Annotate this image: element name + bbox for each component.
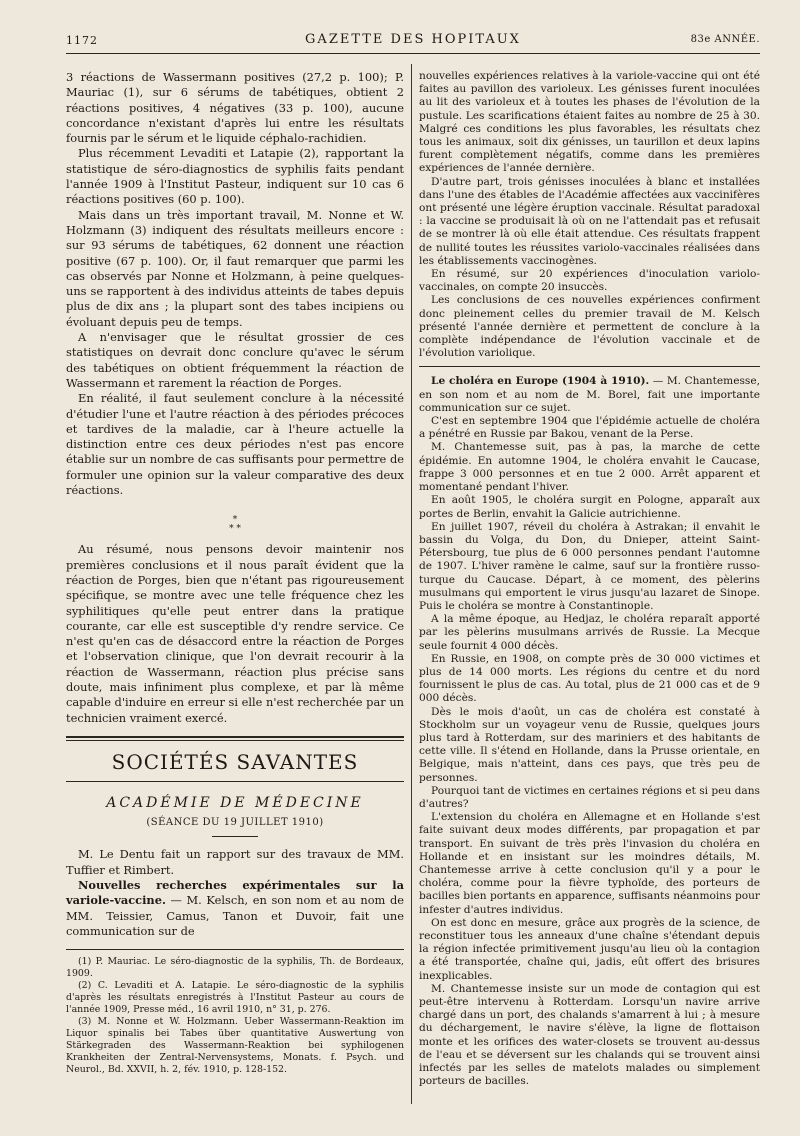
seance-date: (SÉANCE DU 19 JUILLET 1910) [146,817,324,829]
asterism [66,516,404,534]
section-rule [66,736,404,741]
journal-title: GAZETTE DES HOPITAUX [305,32,521,47]
paragraph: Pourquoi tant de victimes en certaines régions et si peu dans d'autres? [419,784,760,810]
paragraph: M. Chantemesse suit, pas à pas, la marche de cette épidémie. En automne 1904, le choléra envahit le Caucase, frappe 3 000 personnes et en tue 2 000. Arrêt apparent et momentané pendant l'hiver. [419,441,760,494]
asterism-bottom: * * [229,524,241,535]
paragraph: En juillet 1907, réveil du choléra à Astrakan; il envahit le bassin du Volga, du Don, du Dnieper, atteint Saint-Pétersbourg, tue plus de 6 000 personnes pendant l'automne de 1907. L'hiver ramène le calme, sauf sur la frontière russo-turque du Caucase. Départ, à ce moment, des pèlerins musulmans qui emportent le virus jusqu'au lazaret de Sinope. Puis le choléra se montre à Constantinople. [419,520,760,612]
article-rule [419,366,760,367]
article-text: — M. Chantemesse, en son nom et au nom de M. Borel, fait une importante communication sur ce sujet. [419,375,760,414]
header-rule [66,53,760,54]
paragraph: M. Le Dentu fait un rapport sur des travaux de MM. Tuffier et Rimbert. [66,847,404,877]
paragraph: M. Chantemesse insiste sur un mode de contagion qui est peut-être intervenu à Rotterdam. Lorsqu'un navire arrive chargé dans un port, des chalands s'amarrent à lui ; à mesure du déchargement, le navire s'élève, la ligne de flottaison monte et les orifices des water-closets se trouvent au-dessus de l'eau et se déversent sur les chalands qui se trouvent ainsi infectés par les selles de matelots malades ou simplement porteurs de bacilles. [419,982,760,1088]
paragraph [66,878,404,939]
paragraph [419,375,760,415]
section-title: SOCIÉTÉS SAVANTES [111,749,359,774]
short-rule [212,836,258,837]
paragraph: En août 1905, le choléra surgit en Pologne, apparaît aux portes de Berlin, envahit la Galicie autrichienne. [419,494,760,520]
paragraph: L'extension du choléra en Allemagne et en Hollande s'est faite suivant deux modes différents, par propagation et par transport. En suivant de très près l'invasion du choléra en Hollande et en insistant sur les moindres détails, M. Chantemesse arrive à cette conclusion qu'il y a pour le choléra, comme pour la fièvre typhoïde, des porteurs de bacilles bien portants en apparence, suffisants néanmoins pour infester d'autres individus. [419,811,760,916]
paragraph: Plus récemment Levaditi et Latapie (2), rapportant la statistique de séro-diagnostics de syphilis faits pendant l'année 1909 à l'Institut Pasteur, indiquent sur 10 cas 6 réactions positives (60 p. 100). [66,146,404,207]
section-subrule [66,781,404,782]
paragraph: En réalité, il faut seulement conclure à la nécessité d'étudier l'une et l'autre réaction à des périodes précoces et tardives de la maladie, car à l'heure actuelle la distinction entre ces deux périodes n'est pas encore établie sur un nombre de cas suffisants pour permettre de formuler une opinion sur la valeur comparative des deux réactions. [66,391,404,498]
footnote: (1) P. Mauriac. Le séro-diagnostic de la syphilis, Th. de Bordeaux, 1909. [66,956,404,980]
paragraph: A la même époque, au Hedjaz, le choléra reparaît apporté par les pèlerins musulmans arrivés de Russie. La Mecque seule fournit 4 000 décès. [419,613,760,652]
paragraph: On est donc en mesure, grâce aux progrès de la science, de reconstituer tous les anneaux d'une chaîne s'étendant depuis la région infectée primitivement jusqu'au lieu où la contagion a été transportée, chaîne qui, jadis, eût offert des brisures inexplicables. [419,916,760,982]
paragraph: Les conclusions de ces nouvelles expériences confirment donc pleinement celles du premier travail de M. Kelsch présenté l'année dernière et permettent de conclure à la complète indépendance de l'évolution vaccinale et de l'évolution variolique. [419,294,760,360]
paragraph: 3 réactions de Wassermann positives (27,2 p. 100); P. Mauriac (1), sur 6 sérums de tabétiques, obtient 2 réactions positives, 4 négatives (33 p. 100), aucune concordance n'existant d'après lui entre les résultats fournis par le sérum et le liquide céphalo-rachidien. [66,70,404,146]
paragraph: A n'envisager que le résultat grossier de ces statistiques on devrait donc conclure qu'avec le sérum des tabétiques on obtient fréquemment la réaction de Wassermann et rarement la réaction de Porges. [66,330,404,390]
left-column [66,70,404,1076]
paragraph: Dès le mois d'août, un cas de choléra est constaté à Stockholm sur un voyageur venu de Russie, quelques jours plus tard à Rotterdam, sur des mariniers et des habitants de cette ville. Il s'étend en Hollande, dans la Prusse orientale, en Belgique, mais n'atteint, dans ces pays, que très peu de personnes. [419,705,760,784]
paragraph: Au résumé, nous pensons devoir maintenir nos premières conclusions et il nous paraît évident que la réaction de Porges, bien que n'étant pas rigoureusement spécifique, se montre avec une telle fréquence chez les syphilitiques qu'elle peut entrer dans la pratique courante, car elle est susceptible d'y rendre service. Ce n'est qu'en cas de désaccord entre la réaction de Porges et l'observation clinique, que l'on devrait recourir à la réaction de Wassermann, réaction plus précise sans doute, mais infiniment plus complexe, et par là même capable d'induire en erreur si elle n'est recherchée par un technicien vraiment exercé. [66,542,404,725]
article-text: — M. Kelsch, en son nom et au nom de MM. Teissier, Camus, Tanon et Duvoir, fait une communication sur de [66,893,404,938]
year-label: 83e ANNÉE. [690,34,760,45]
footnote: (3) M. Nonne et W. Holzmann. Ueber Wassermann-Reaktion im Liquor spinalis bei Tabes über quantitative Auswertung von Stärkegraden des Wassermann-Reaktion bei syphilogenen Krankheiten der Zentral-Nervensystems, Monats. f. Psych. und Neurol., Bd. XXVII, h. 2, fév. 1910, p. 128-152. [66,1016,404,1076]
footnotes [66,956,404,1076]
footnote-rule [66,949,404,950]
paragraph: En Russie, en 1908, on compte près de 30 000 victimes et plus de 14 000 morts. Les régions du centre et du nord fournissent le plus de cas. Au total, plus de 21 000 cas et de 9 000 décès. [419,652,760,705]
page-number: 1172 [66,34,98,47]
article-heading: Le choléra en Europe (1904 à 1910). [431,375,650,388]
right-column [419,70,760,1088]
paragraph: C'est en septembre 1904 que l'épidémie actuelle de choléra a pénétré en Russie par Bakou, venant de la Perse. [419,415,760,441]
paragraph: En résumé, sur 20 expériences d'inoculation variolo-vaccinales, on compte 20 insuccès. [419,268,760,294]
paragraph: nouvelles expériences relatives à la variole-vaccine qui ont été faites au pavillon des varioleux. Les génisses furent inoculées au lit des varioleux et à toutes les phases de l'évolution de la pustule. Les scarifications étaient faites au nombre de 25 à 30. Malgré ces conditions les plus favorables, les résultats chez tous les animaux, soit dix génisses, un taurillon et deux lapins furent complètement négatifs, comme dans les premières expériences de l'année dernière. [419,70,760,175]
paragraph: D'autre part, trois génisses inoculées à blanc et installées dans l'une des étables de l'Académie affectées aux vaccinifères ont présenté une légère éruption vaccinale. Résultat paradoxal : la vaccine se produisait là où on ne l'attendait pas et refusait de se montrer là où elle était attendue. Ces résultats frappent de nullité toutes les réussites variolo-vaccinales réalisées dans les établissements vaccinogènes. [419,175,760,267]
footnote: (2) C. Levaditi et A. Latapie. Le séro-diagnostic de la syphilis d'après les résultats enregistrés à l'Institut Pasteur au cours de l'année 1909, Presse méd., 16 avril 1910, n° 31, p. 276. [66,980,404,1016]
paragraph: Mais dans un très important travail, M. Nonne et W. Holzmann (3) indiquent des résultats meilleurs encore : sur 93 sérums de tabétiques, 62 donnent une réaction positive (67 p. 100). Or, il faut remarquer que parmi les cas observés par Nonne et Holzmann, à peine quelques-uns se rapportent à des individus atteints de tabes depuis plus de dix ans ; la plupart sont des tabes incipiens ou évoluant depuis peu de temps. [66,207,404,329]
column-divider [411,64,412,1104]
page-header [66,32,760,52]
academie-heading: ACADÉMIE DE MÉDECINE [106,794,364,811]
article-heading: Nouvelles recherches expérimentales sur la variole-vaccine. [66,878,404,908]
asterism-top: * [232,515,238,526]
